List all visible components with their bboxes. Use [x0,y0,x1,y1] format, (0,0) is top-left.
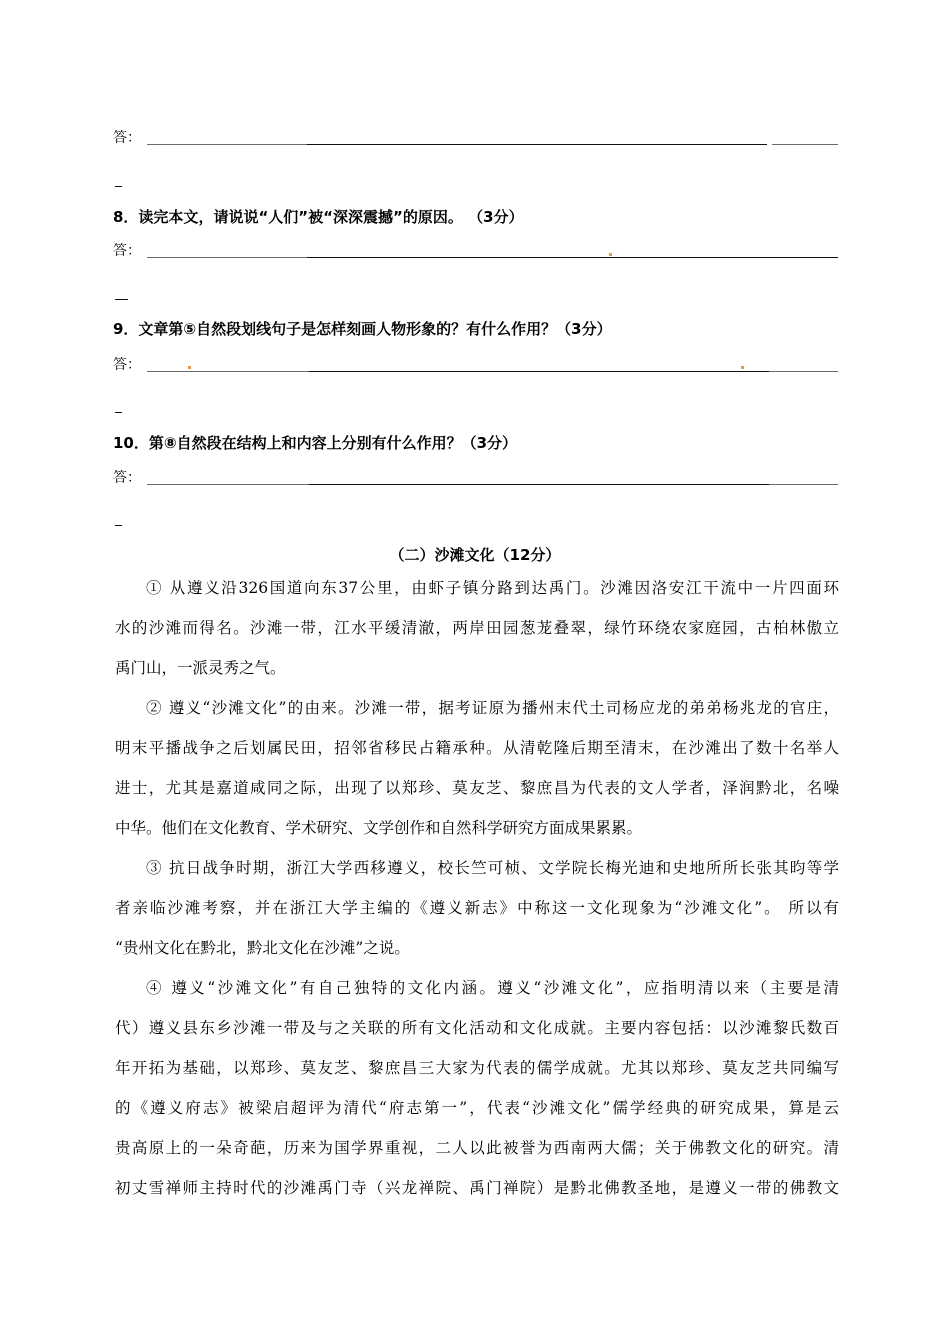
answer-label-q8: 答： [113,243,141,259]
answer-line-q8-stub [115,299,128,300]
paragraph-4 [115,968,839,1208]
paragraph-line: 代）遵义县东乡沙滩一带及与之关联的所有文化活动和文化成就。主要内容包括：以沙滩黎氏数百 [115,1019,839,1037]
answer-line-q10-b[interactable] [309,484,769,485]
question-10: 10．第⑧自然段在结构上和内容上分别有什么作用？（3分） [113,434,518,452]
answer-line-q8-a[interactable] [147,257,307,258]
answer-label-q7: 答： [113,130,141,146]
answer-line-q9-b[interactable] [309,371,769,372]
paragraph-2 [115,688,839,848]
question-9: 9．文章第⑤自然段划线句子是怎样刻画人物形象的？有什么作用？（3分） [113,320,612,338]
answer-line-q10-a[interactable] [147,484,309,485]
paragraph-line: ③ 抗日战争时期，浙江大学西移遵义，校长竺可桢、文学院长梅光迪和史地所所长张其昀等学 [146,859,839,877]
paragraph-line: 初丈雪禅师主持时代的沙滩禹门寺（兴龙禅院、禹门禅院）是黔北佛教圣地，是遵义一带的佛教文 [115,1179,839,1197]
answer-line-q7-a[interactable] [147,144,307,145]
section-title: （二）沙滩文化（12分） [389,546,561,564]
answer-line-q7-b[interactable] [307,144,767,145]
question-8: 8．读完本文，请说说“人们”被“深深震撼”的原因。 （3分） [113,208,524,226]
paragraph-line: 者亲临沙滩考察，并在浙江大学主编的《遵义新志》中称这一文化现象为“沙滩文化”。 所以有 [115,899,839,917]
mark-dot [741,366,744,369]
answer-line-q10-stub [115,525,122,526]
paragraph-line: 明末平播战争之后划属民田，招邻省移民占籍承种。从清乾隆后期至清末，在沙滩出了数十名举人 [115,739,839,757]
paragraph-3 [115,848,839,968]
answer-line-q9-stub [115,412,122,413]
paragraph-1 [115,568,839,688]
answer-label-q9: 答： [113,357,141,373]
paragraph-line: ① 从遵义沿326国道向东37公里，由虾子镇分路到达禹门。沙滩因洛安江干流中一片四面环 [146,579,839,597]
answer-label-q10: 答： [113,470,141,486]
paragraph-line: 中华。他们在文化教育、学术研究、文学创作和自然科学研究方面成果累累。 [115,819,643,837]
mark-dot [188,366,191,369]
paragraph-line: 的《遵义府志》被梁启超评为清代“府志第一”，代表“沙滩文化”儒学经典的研究成果，算是云 [115,1099,839,1117]
paragraph-line: ② 遵义“沙滩文化”的由来。沙滩一带，据考证原为播州末代土司杨应龙的弟弟杨兆龙的官庄， [146,699,839,717]
answer-line-q7-c[interactable] [772,144,838,145]
paragraph-line: 水的沙滩而得名。沙滩一带，江水平缓清澈，两岸田园葱茏叠翠，绿竹环绕农家庭园，古柏林傲立 [115,619,839,637]
paragraph-line: ④ 遵义“沙滩文化”有自己独特的文化内涵。遵义“沙滩文化”，应指明清以来（主要是清 [146,979,839,997]
answer-line-q9-c[interactable] [769,371,838,372]
mark-dot [609,253,612,256]
paragraph-line: 年开拓为基础，以郑珍、莫友芝、黎庶昌三大家为代表的儒学成就。尤其以郑珍、莫友芝共同编写 [115,1059,839,1077]
paragraph-line: 禹门山，一派灵秀之气。 [115,659,286,677]
paragraph-line: “贵州文化在黔北，黔北文化在沙滩”之说。 [115,939,410,957]
paragraph-line: 进士，尤其是嘉道咸同之际，出现了以郑珍、莫友芝、黎庶昌为代表的文人学者，泽润黔北，名噪 [115,779,839,797]
answer-line-q7-stub [115,186,122,187]
answer-line-q9-a[interactable] [147,371,309,372]
answer-line-q8-b[interactable] [307,257,838,258]
answer-line-q10-c[interactable] [769,484,838,485]
paragraph-line: 贵高原上的一朵奇葩，历来为国学界重视，二人以此被誉为西南两大儒；关于佛教文化的研究。清 [115,1139,839,1157]
